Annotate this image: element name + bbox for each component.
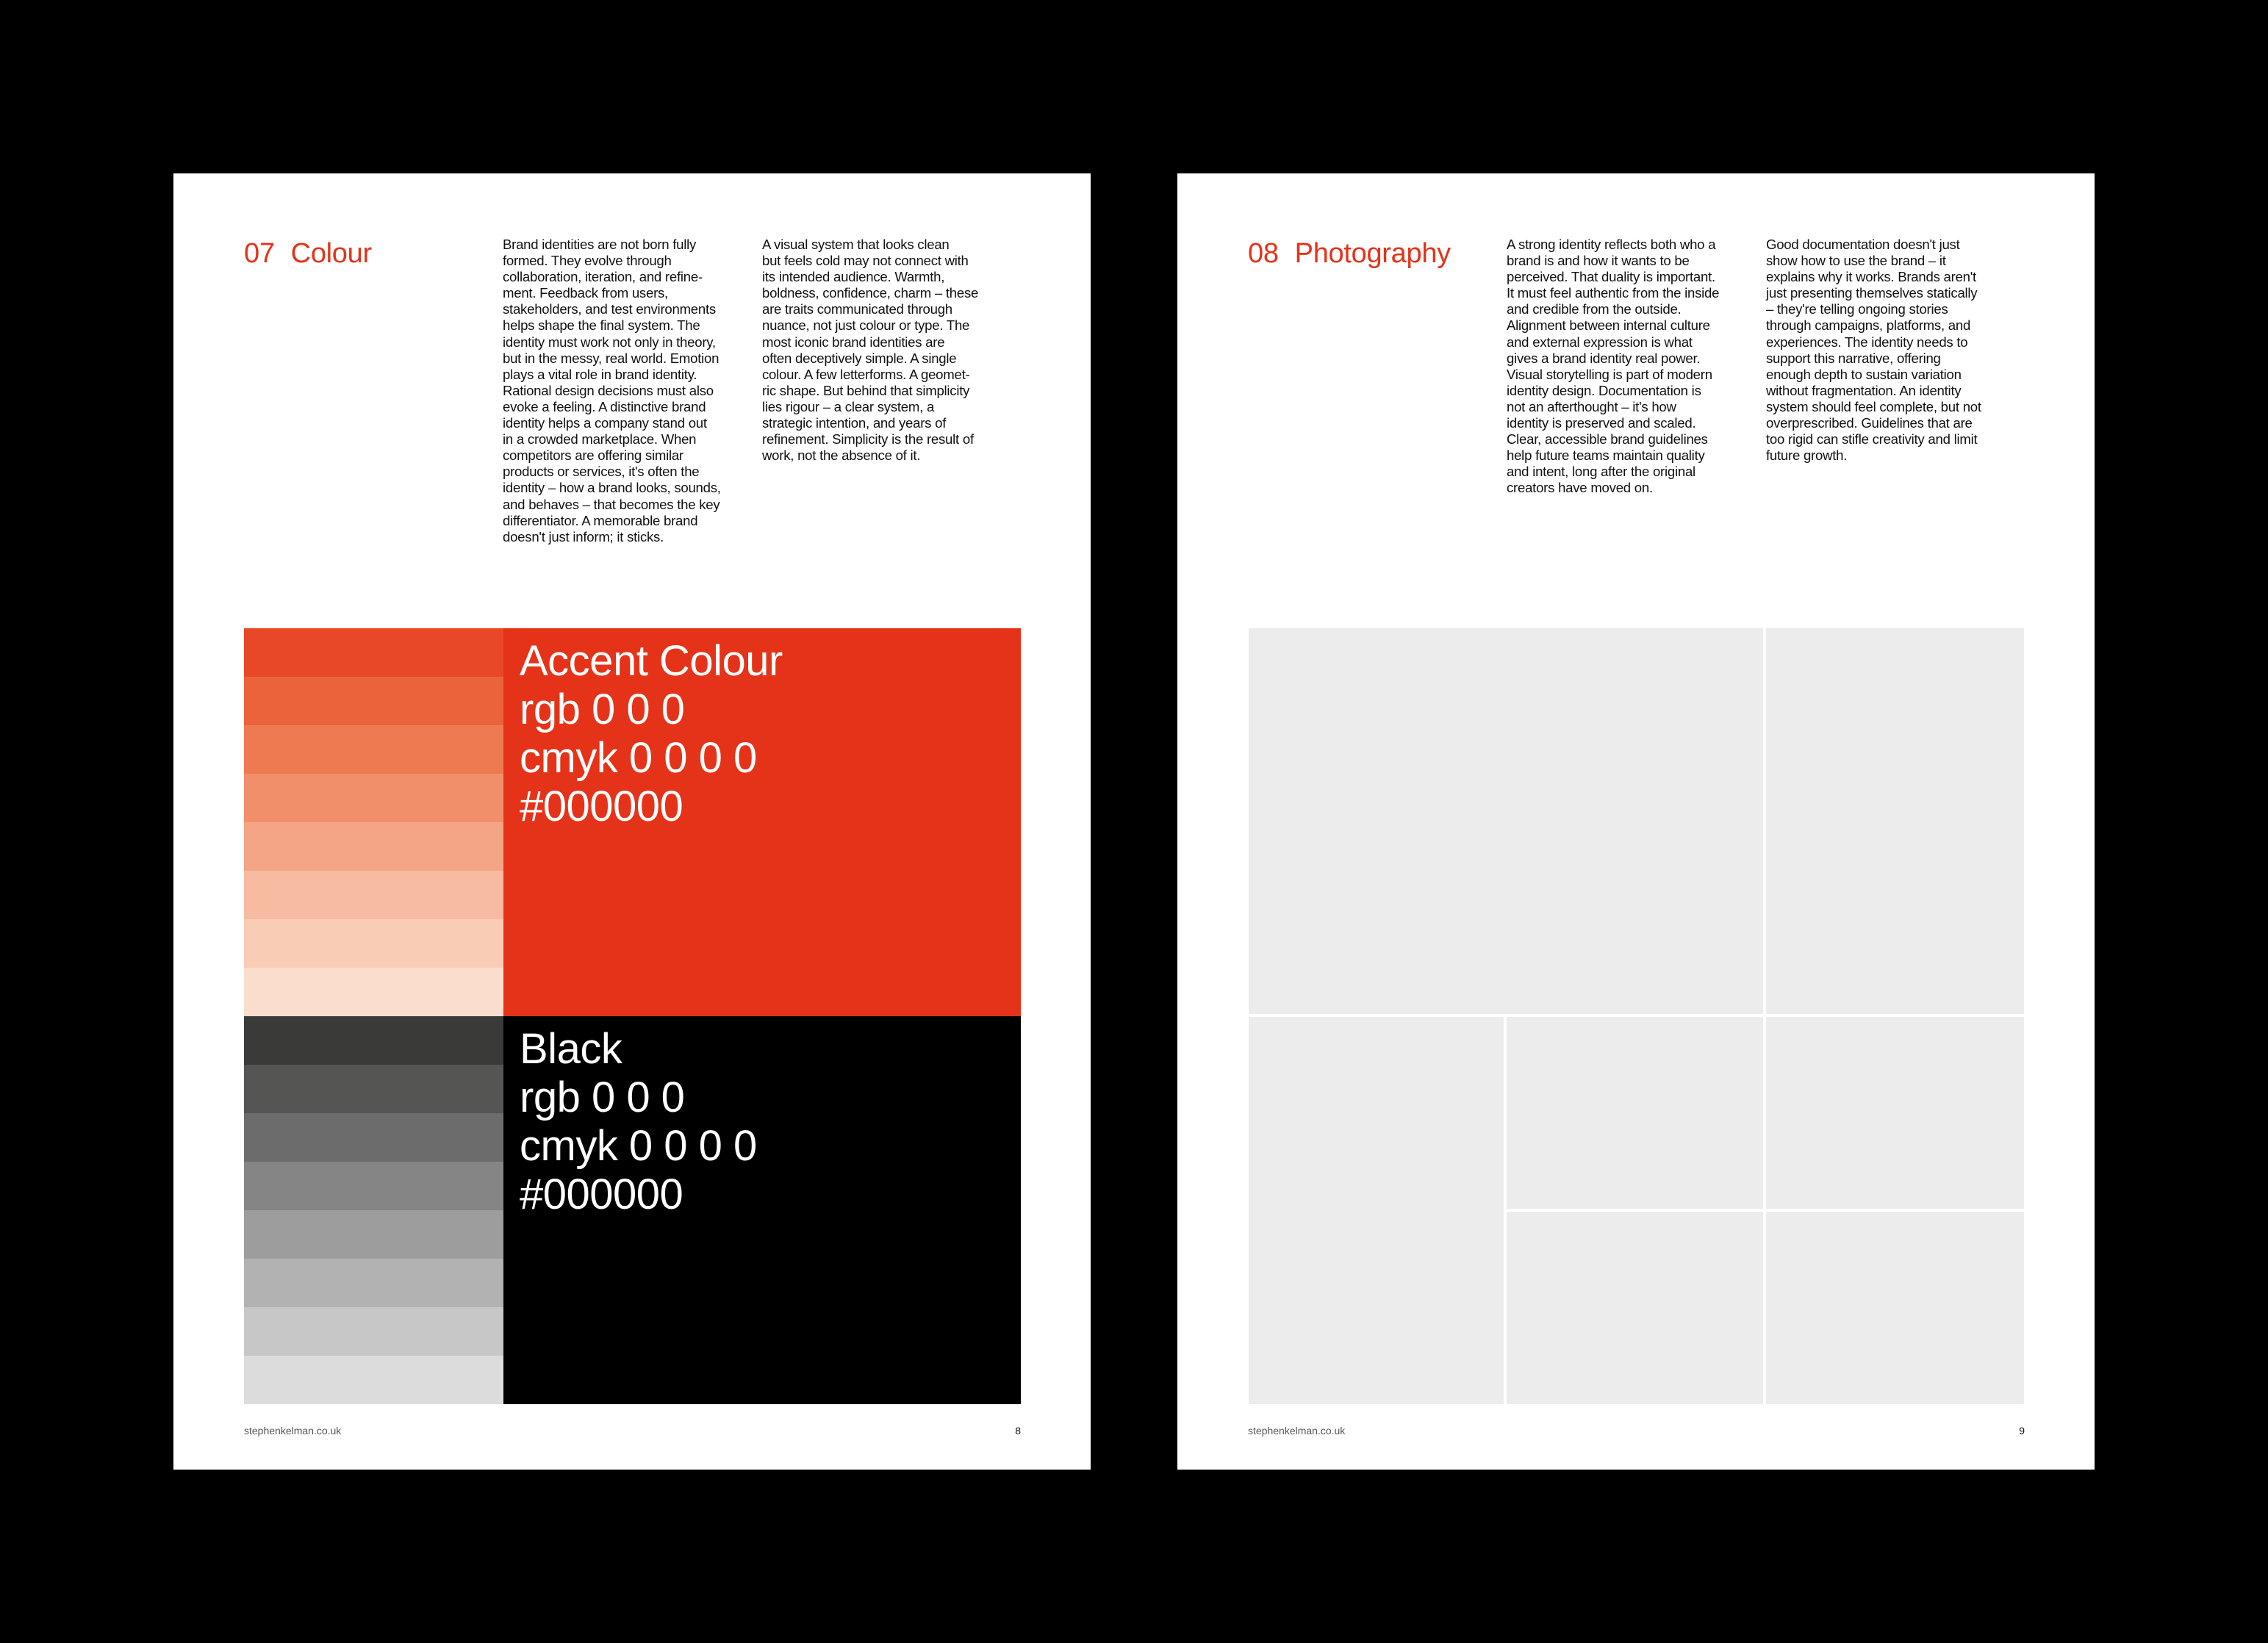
tint-swatch	[244, 871, 503, 919]
tint-swatch	[244, 1016, 503, 1065]
tint-swatch	[244, 822, 503, 871]
tint-swatch	[244, 1210, 503, 1259]
tint-swatch	[244, 1162, 503, 1210]
photo-placeholder-small	[1507, 1017, 1763, 1209]
tint-swatch	[244, 919, 503, 968]
photo-placeholder-portrait	[1249, 1017, 1504, 1404]
section-heading-photography	[1248, 237, 1451, 270]
body-text-column-1: Brand identities are not born fully formed. They evolve through collaboration, iteration, and refine- ment. Feedback from users, stakeholders, and test environments helps shape the final system. The identity must work not only in theory, but in the messy, real world. Emotion plays a vital role in brand identity. Rational design decisions must also evoke a feeling. A distinctive brand identity helps a company stand out in a crowded marketplace. When competitors are offering similar products or services, it's often the identity – how a brand looks, sounds, and behaves – that becomes the key differentiator. A memorable brand doesn't just inform; it sticks.	[503, 237, 721, 544]
page-number: 8	[1015, 1425, 1021, 1437]
accent-tint-scale	[244, 628, 503, 1016]
swatch-rgb: rgb 0 0 0	[520, 1074, 685, 1121]
accent-colour-swatch	[503, 628, 1021, 1016]
tint-swatch	[244, 677, 503, 725]
swatch-cmyk: cmyk 0 0 0 0	[520, 734, 757, 782]
page-number: 9	[2019, 1425, 2025, 1437]
tint-swatch	[244, 968, 503, 1016]
tint-swatch	[244, 628, 503, 677]
photo-placeholder-small	[1766, 1017, 2024, 1209]
section-title: Colour	[290, 238, 372, 269]
tint-swatch	[244, 1356, 503, 1404]
page-colour	[173, 173, 1091, 1470]
swatch-name: Black	[520, 1025, 622, 1073]
section-number: 08	[1248, 238, 1279, 269]
swatch-rgb: rgb 0 0 0	[520, 686, 685, 733]
footer-url: stephenkelman.co.uk	[244, 1425, 342, 1437]
body-text-column-1: A strong identity reflects both who a brand is and how it wants to be perceived. That duality is important. It must feel authentic from the inside and credible from the outside. Alignment between internal culture and external expression is what gives a brand identity real power. Visual storytelling is part of modern identity design. Documentation is not an afterthought – it's how identity is preserved and scaled. Clear, accessible brand guidelines help future teams maintain quality and intent, long after the original creators have moved on.	[1507, 237, 1720, 496]
swatch-hex: #000000	[520, 1171, 683, 1218]
section-number: 07	[244, 238, 275, 269]
tint-swatch	[244, 1113, 503, 1162]
body-text-column-2: Good documentation doesn't just show how to use the brand – it explains why it works. Brands aren't just presenting themselves statically – they're telling ongoing stories through campaigns, platforms, and experiences. The identity needs to support this narrative, offering enough depth to sustain variation without fragmentation. An identity system should feel complete, but not overprescribed. Guidelines that are too rigid can stifle creativity and limit future growth.	[1766, 237, 1981, 464]
body-text-column-2: A visual system that looks clean but feels cold may not connect with its intended audience. Warmth, boldness, confidence, charm – these are traits communicated through nuance, not just colour or type. The most iconic brand identities are often deceptively simple. A single colour. A few letterforms. A geomet- ric shape. But behind that simplicity lies rigour – a clear system, a strategic intention, and years of refinement. Simplicity is the result of work, not the absence of it.	[762, 237, 979, 464]
swatch-hex: #000000	[520, 783, 683, 830]
photo-placeholder-tall	[1766, 628, 2024, 1014]
swatch-cmyk: cmyk 0 0 0 0	[520, 1122, 757, 1170]
tint-swatch	[244, 1065, 503, 1113]
tint-swatch	[244, 774, 503, 822]
black-tint-scale	[244, 1016, 503, 1404]
photo-placeholder-large	[1249, 628, 1763, 1014]
photo-placeholder-small	[1766, 1212, 2024, 1404]
footer-url: stephenkelman.co.uk	[1248, 1425, 1346, 1437]
photo-placeholder-small	[1507, 1212, 1763, 1404]
tint-swatch	[244, 1259, 503, 1307]
section-heading-colour	[244, 237, 372, 270]
section-title: Photography	[1294, 238, 1451, 269]
page-photography	[1177, 173, 2095, 1470]
black-colour-swatch	[503, 1016, 1021, 1404]
swatch-name: Accent Colour	[520, 637, 783, 685]
tint-swatch	[244, 725, 503, 774]
tint-swatch	[244, 1307, 503, 1356]
